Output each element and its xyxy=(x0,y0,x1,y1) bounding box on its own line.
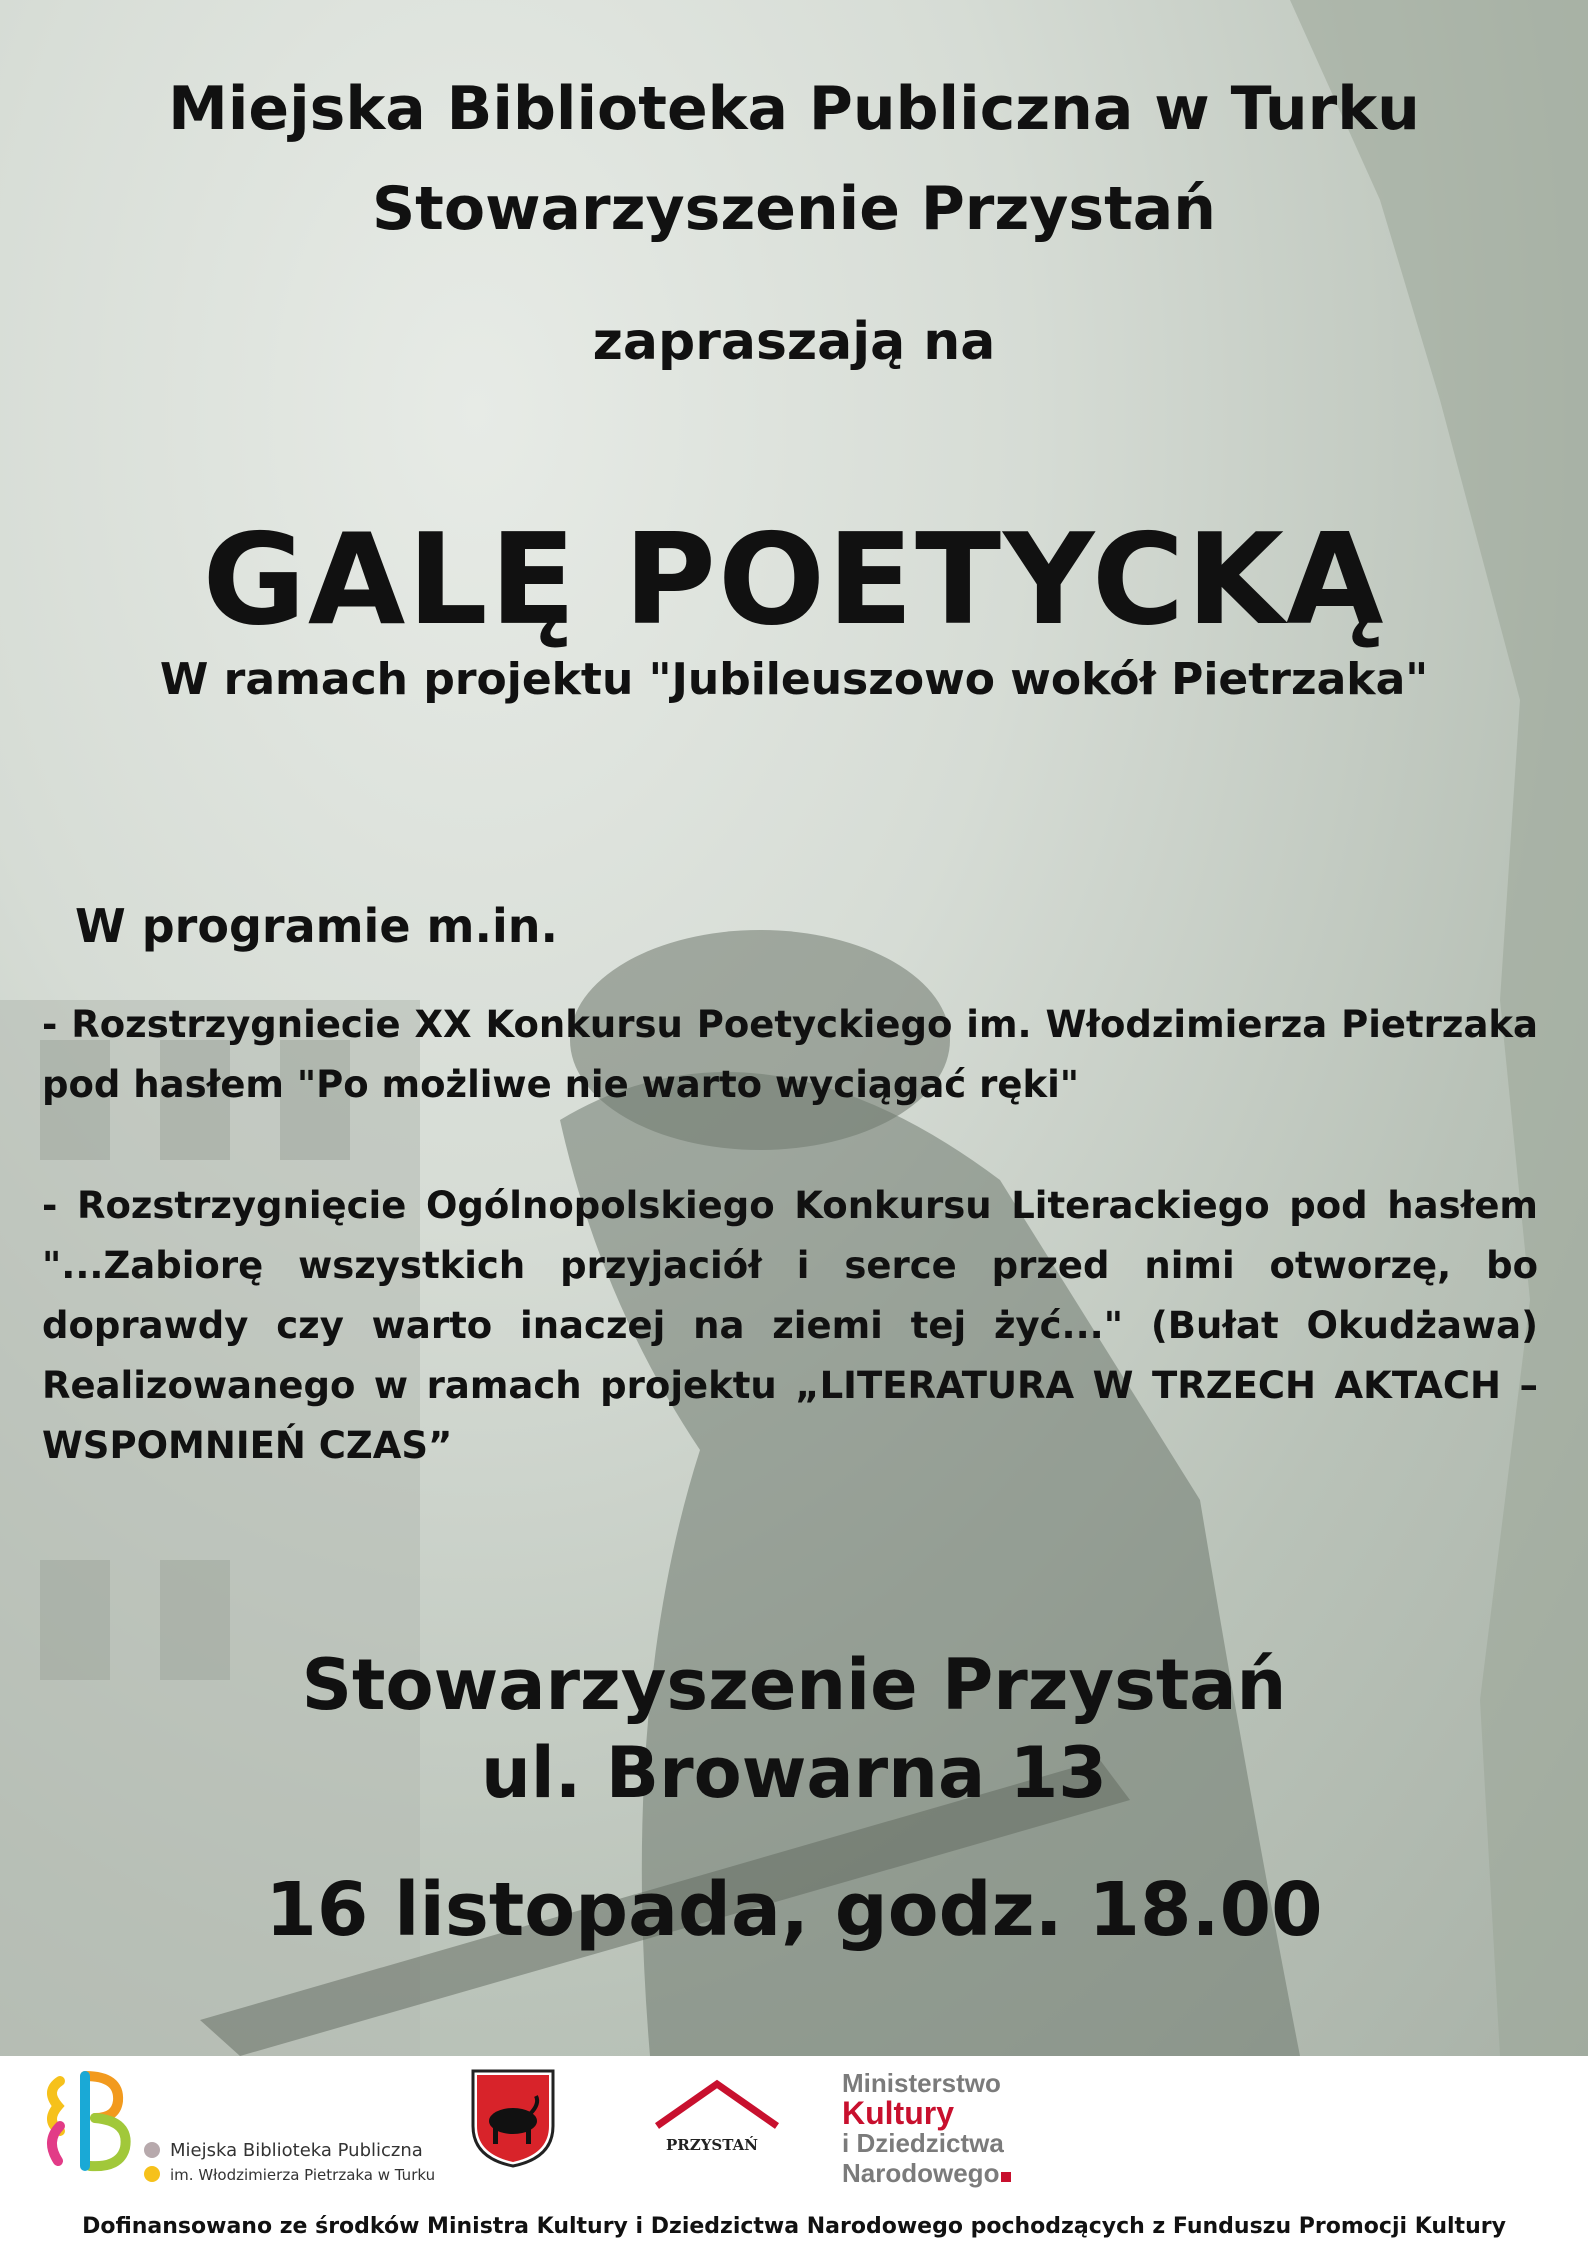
yellow-dot xyxy=(144,2166,160,2182)
venue-name: Stowarzyszenie Przystań xyxy=(301,1644,1287,1726)
invite-text: zapraszają na xyxy=(592,312,996,372)
ministry-line4 xyxy=(842,2158,1011,2188)
organizer-library: Miejska Biblioteka Publiczna w Turku xyxy=(168,74,1420,144)
organizer-association: Stowarzyszenie Przystań xyxy=(371,174,1217,244)
library-logo-line2: im. Włodzimierza Pietrzaka w Turku xyxy=(170,2166,436,2184)
library-logo-line1: Miejska Biblioteka Publiczna xyxy=(170,2140,423,2161)
ministry-logo xyxy=(842,2068,1011,2188)
przystan-roof-icon xyxy=(652,2076,782,2136)
venue-address: ul. Browarna 13 xyxy=(480,1732,1108,1814)
library-b-icon xyxy=(40,2066,150,2176)
library-logo-text xyxy=(170,2139,435,2187)
event-title: GALĘ POETYCKĄ xyxy=(202,506,1386,653)
event-datetime: 16 listopada, godz. 18.00 xyxy=(265,1867,1323,1953)
event-subtitle: W ramach projektu "Jubileuszowo wokół Pietrzaka" xyxy=(159,654,1429,705)
program-item: - Rozstrzygnięcie Ogólnopolskiego Konkursu Literackiego pod hasłem "...Zabiorę wszystkich przyjaciół i serce przed nimi otworzę, bo doprawdy czy warto inaczej na ziemi tej żyć..." (Bułat Okudżawa) Realizowanego w ramach projektu „LITERATURA W TRZECH AKTACH – WSPOMNIEŃ CZAS” xyxy=(42,1184,1538,1467)
program-item: - Rozstrzygniecie XX Konkursu Poetyckiego im. Włodzimierza Pietrzaka pod hasłem "Po możliwe nie warto wyciągać ręki" xyxy=(42,1003,1538,1106)
ministry-line1: Ministerstwo xyxy=(842,2068,1001,2098)
grey-dot xyxy=(144,2142,160,2158)
program-heading: W programie m.in. xyxy=(75,899,558,953)
ministry-red-square-icon xyxy=(1001,2172,1011,2182)
ministry-line3: i Dziedzictwa xyxy=(842,2128,1004,2158)
coat-of-arms-icon xyxy=(468,2066,558,2170)
ministry-line4-text: Narodowego xyxy=(842,2158,1000,2188)
library-logo xyxy=(40,2066,440,2186)
funding-note: Dofinansowano ze środków Ministra Kultury i Dziedzictwa Narodowego pochodzących z Funduszu Promocji Kultury xyxy=(82,2214,1506,2239)
ministry-line2: Kultury xyxy=(842,2095,954,2131)
sponsor-footer xyxy=(0,2056,1588,2246)
przystan-logo-text: PRZYSTAŃ xyxy=(666,2136,758,2154)
